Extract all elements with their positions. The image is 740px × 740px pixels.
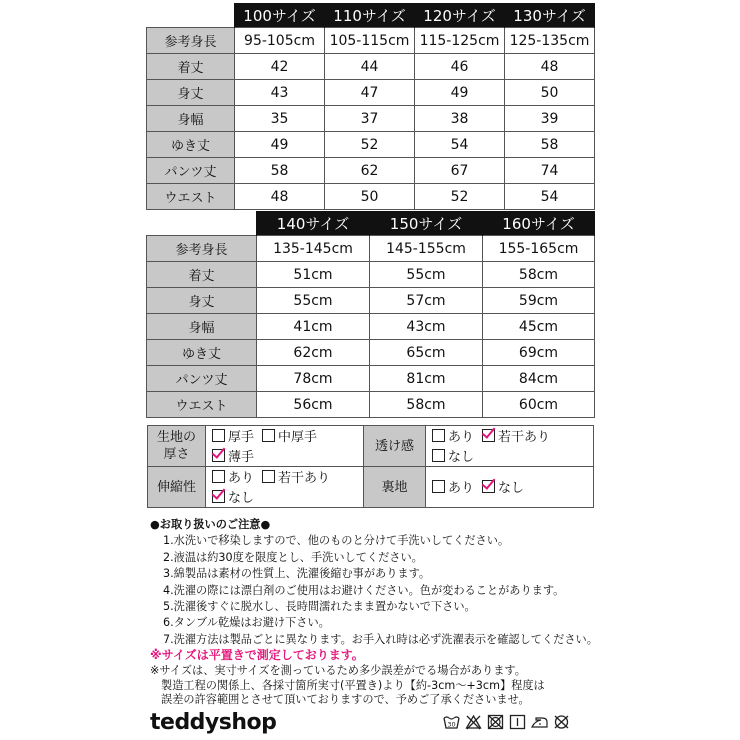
size-cell: 52 (415, 184, 505, 210)
care-item: 7.洗濯方法は製品ごとに異なります。お手入れ時は必ず洗濯表示を確認してください。 (163, 632, 598, 646)
row-label: ウエスト (147, 392, 257, 418)
size-cell: 115-125cm (415, 28, 505, 54)
size-chart-1-header-row (147, 3, 595, 28)
size-cell: 69cm (483, 340, 595, 366)
option-label: なし (228, 491, 255, 506)
size-cell: 50 (505, 80, 595, 106)
brand-logo: teddyshop (150, 710, 277, 735)
size-cell: 48 (505, 54, 595, 80)
checkbox-icon (432, 429, 445, 442)
option-label: 薄手 (228, 450, 255, 465)
size-cell: 55cm (370, 262, 483, 288)
size-cell: 44 (325, 54, 415, 80)
option-label: 中厚手 (278, 430, 318, 445)
size-cell: 155-165cm (483, 236, 595, 262)
option-label: 厚手 (228, 430, 255, 445)
row-label: 着丈 (147, 262, 257, 288)
size-row (147, 106, 595, 132)
size-cell: 43 (235, 80, 325, 106)
option-label: 若干あり (498, 430, 551, 445)
size-cell: 145-155cm (370, 236, 483, 262)
no-tumble-dry-icon (487, 714, 504, 730)
size-row (147, 340, 595, 366)
size-cell: 47 (325, 80, 415, 106)
size-row (147, 28, 595, 54)
row-label: ゆき丈 (147, 132, 235, 158)
size-cell: 48 (235, 184, 325, 210)
size-cell: 60cm (483, 392, 595, 418)
checkbox-icon (212, 470, 225, 483)
thickness-label: 生地の 厚さ (148, 426, 206, 467)
size-cell: 59cm (483, 288, 595, 314)
size-row (147, 184, 595, 210)
size-cell: 51cm (257, 262, 370, 288)
size-cell: 95-105cm (235, 28, 325, 54)
row-label: パンツ丈 (147, 366, 257, 392)
size-cell: 37 (325, 106, 415, 132)
size-cell: 58cm (370, 392, 483, 418)
option-sheer (432, 446, 474, 465)
checkbox-icon (432, 449, 445, 462)
wash-temp: 30 (447, 720, 456, 729)
row-label: 身丈 (147, 80, 235, 106)
hand-wash-30-icon (443, 714, 460, 730)
size-cell: 62 (325, 158, 415, 184)
note-line: 製造工程の関係上、各採寸箇所実寸(平置き)より【約-3cm〜+3cm】程度は (161, 678, 545, 692)
size-cell: 54 (415, 132, 505, 158)
size-cell: 81cm (370, 366, 483, 392)
care-item: 4.洗濯の際には漂白剤のご使用はお避けください。色が変わることがあります。 (163, 583, 565, 597)
iron-low-icon (531, 714, 548, 730)
checked-box-icon (482, 480, 495, 493)
size-header: 120サイズ (415, 3, 505, 28)
note-line: ※サイズは、実寸サイズを測っているため多少誤差がでる場合があります。 (150, 664, 526, 677)
option-label: あり (448, 481, 475, 496)
row-label: 参考身長 (147, 236, 257, 262)
size-cell: 58 (505, 132, 595, 158)
row-label: パンツ丈 (147, 158, 235, 184)
size-cell: 125-135cm (505, 28, 595, 54)
size-cell: 54 (505, 184, 595, 210)
size-cell: 42 (235, 54, 325, 80)
size-header: 110サイズ (325, 3, 415, 28)
size-cell: 78cm (257, 366, 370, 392)
care-instructions (150, 517, 600, 648)
size-chart-1-table (146, 3, 595, 210)
care-item: 3.綿製品は素材の性質上、洗濯後縮む事があります。 (163, 567, 431, 581)
size-row (147, 288, 595, 314)
size-cell: 50 (325, 184, 415, 210)
row-label: ウエスト (147, 184, 235, 210)
size-cell: 46 (415, 54, 505, 80)
line-dry-icon (509, 714, 526, 730)
size-cell: 74 (505, 158, 595, 184)
size-cell: 58 (235, 158, 325, 184)
size-cell: 41cm (257, 314, 370, 340)
size-chart-2-header-row (147, 211, 595, 236)
size-cell: 43cm (370, 314, 483, 340)
checked-box-icon (212, 449, 225, 462)
size-cell: 35 (235, 106, 325, 132)
option-thickness (212, 446, 254, 465)
sheer-options (426, 426, 594, 467)
size-header: 150サイズ (370, 211, 483, 236)
size-header: 160サイズ (483, 211, 595, 236)
size-cell: 58cm (483, 262, 595, 288)
no-dry-clean-icon (553, 714, 570, 730)
size-row (147, 262, 595, 288)
size-cell: 84cm (483, 366, 595, 392)
sheer-label: 透け感 (364, 426, 426, 467)
care-icons (443, 714, 570, 730)
measurement-note (150, 664, 545, 708)
checkbox-icon (262, 429, 275, 442)
size-row (147, 392, 595, 418)
care-item: 6.タンブル乾燥はお避け下さい。 (163, 616, 330, 630)
size-cell: 105-115cm (325, 28, 415, 54)
care-item: 5.洗濯後すぐに脱水し、長時間濡れたまま置かないで下さい。 (163, 600, 476, 614)
option-label: なし (498, 481, 525, 496)
checked-box-icon (482, 429, 495, 442)
size-cell: 62cm (257, 340, 370, 366)
row-label: 身幅 (147, 314, 257, 340)
note-line: 誤差の許容範囲とさせて頂いておりますので、予めご了承くださいませ。 (161, 693, 530, 706)
row-label: ゆき丈 (147, 340, 257, 366)
checkbox-icon (212, 429, 225, 442)
option-sheer (482, 426, 550, 445)
size-cell: 52 (325, 132, 415, 158)
size-row (147, 366, 595, 392)
size-row (147, 80, 595, 106)
size-cell: 135-145cm (257, 236, 370, 262)
size-cell: 56cm (257, 392, 370, 418)
size-row (147, 158, 595, 184)
option-thickness (212, 426, 254, 445)
lining-label: 裏地 (364, 467, 426, 508)
size-chart-2-table (146, 211, 595, 418)
size-header: 100サイズ (235, 3, 325, 28)
checked-box-icon (212, 490, 225, 503)
size-cell: 49 (415, 80, 505, 106)
size-row (147, 314, 595, 340)
option-lining (482, 477, 524, 496)
size-cell: 45cm (483, 314, 595, 340)
thickness-options (206, 426, 364, 467)
stretch-options (206, 467, 364, 508)
option-thickness (262, 426, 317, 445)
option-label: あり (228, 471, 255, 486)
checkbox-icon (432, 480, 445, 493)
size-row (147, 132, 595, 158)
option-label: 若干あり (278, 471, 331, 486)
lining-options (426, 467, 594, 508)
option-label: なし (448, 450, 475, 465)
no-bleach-icon (465, 714, 482, 730)
option-lining (432, 477, 474, 496)
size-cell: 57cm (370, 288, 483, 314)
size-header: 130サイズ (505, 3, 595, 28)
care-heading: ●お取り扱いのご注意● (150, 518, 271, 531)
option-label: あり (448, 430, 475, 445)
option-stretch (212, 487, 254, 506)
size-cell: 38 (415, 106, 505, 132)
size-cell: 49 (235, 132, 325, 158)
size-cell: 67 (415, 158, 505, 184)
flat-measure-notice: ※サイズは平置きで測定しております。 (150, 648, 364, 662)
size-row (147, 54, 595, 80)
size-cell: 65cm (370, 340, 483, 366)
option-sheer (432, 426, 474, 445)
option-stretch (212, 467, 254, 486)
row-label: 参考身長 (147, 28, 235, 54)
fabric-properties-table (147, 425, 594, 508)
row-label: 身丈 (147, 288, 257, 314)
size-header: 140サイズ (257, 211, 370, 236)
row-label: 身幅 (147, 106, 235, 132)
care-item: 1.水洗いで移染しますので、他のものと分けて手洗いしてください。 (163, 534, 510, 548)
size-cell: 55cm (257, 288, 370, 314)
care-item: 2.液温は約30度を限度とし、手洗いしてください。 (163, 550, 423, 564)
row-label: 着丈 (147, 54, 235, 80)
stretch-label: 伸縮性 (148, 467, 206, 508)
size-row (147, 236, 595, 262)
size-cell: 39 (505, 106, 595, 132)
checkbox-icon (262, 470, 275, 483)
option-stretch (262, 467, 330, 486)
